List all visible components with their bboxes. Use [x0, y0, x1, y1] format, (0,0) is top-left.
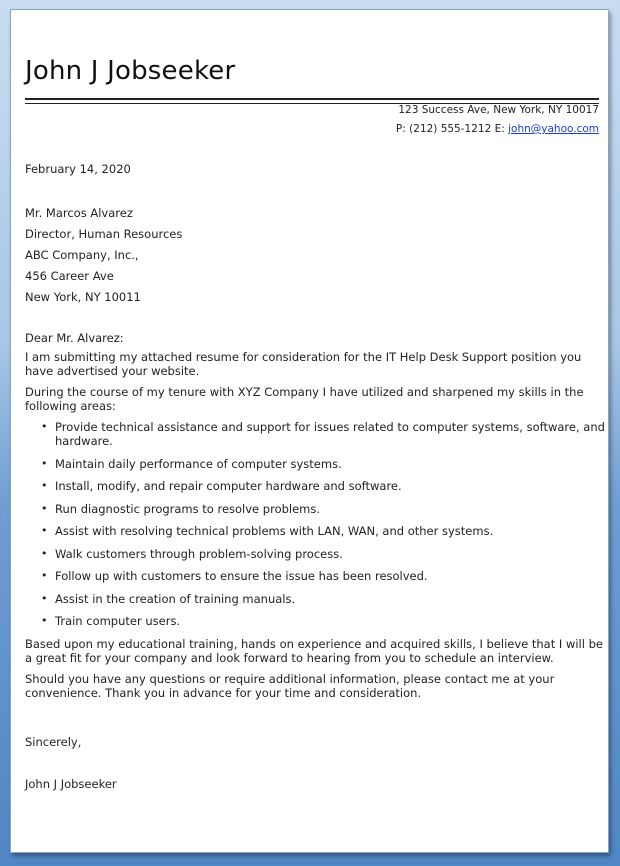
list-item	[25, 569, 605, 583]
recipient-street: 456 Career Ave	[25, 269, 114, 283]
list-item-text: Install, modify, and repair computer hardware and software.	[55, 479, 402, 493]
bullet-icon: •	[41, 569, 48, 582]
list-item	[25, 614, 605, 628]
paragraph-intro: I am submitting my attached resume for consideration for the IT Help Desk Support position you have advertised your website.	[25, 350, 582, 378]
list-item-text: Assist in the creation of training manuals.	[55, 591, 296, 606]
list-item-text: Run diagnostic programs to resolve problems.	[55, 501, 321, 516]
bullet-icon: •	[41, 479, 48, 492]
list-item	[25, 547, 605, 561]
bullet-icon: •	[41, 501, 48, 515]
bullet-icon: •	[41, 591, 48, 605]
sender-email-link[interactable]: john@yahoo.com	[508, 123, 599, 135]
bullet-icon: •	[41, 546, 48, 560]
greeting: Dear Mr. Alvarez:	[25, 331, 124, 345]
list-item-text: Follow up with customers to ensure the issue has been resolved.	[55, 569, 428, 583]
list-item	[25, 420, 605, 448]
letter-page	[10, 9, 609, 853]
recipient-name: Mr. Marcos Alvarez	[25, 206, 133, 220]
list-item-text: Provide technical assistance and support for issues related to computer systems, software, and hardware.	[55, 420, 605, 448]
paragraph-skills-intro: During the course of my tenure with XYZ Company I have utilized and sharpened my skills in the following areas:	[25, 385, 584, 413]
bullet-icon: •	[41, 456, 48, 470]
sender-name: John J Jobseeker	[25, 56, 236, 86]
sender-address: 123 Success Ave, New York, NY 10017	[398, 104, 599, 116]
paragraph-contact: Should you have any questions or require additional information, please contact me at your convenience. Thank you in advance for your time and consideration.	[25, 671, 555, 700]
list-item	[25, 592, 605, 606]
closing: Sincerely,	[25, 735, 82, 749]
list-item-text: Maintain daily performance of computer systems.	[55, 456, 342, 471]
list-item-text: Walk customers through problem-solving process.	[55, 546, 343, 561]
list-item-text: Train computer users.	[55, 614, 181, 628]
recipient-company: ABC Company, Inc.,	[25, 248, 139, 262]
skills-list	[25, 420, 605, 628]
bullet-icon: •	[41, 420, 48, 433]
list-item	[25, 502, 605, 516]
signature-name: John J Jobseeker	[25, 777, 117, 791]
bullet-icon: •	[41, 524, 48, 537]
letter-body	[25, 350, 605, 707]
list-item-text: Assist with resolving technical problems with LAN, WAN, and other systems.	[55, 524, 494, 538]
sender-phone-email	[396, 120, 599, 139]
recipient-title: Director, Human Resources	[25, 227, 183, 241]
list-item	[25, 524, 605, 538]
recipient-city: New York, NY 10011	[25, 290, 141, 304]
header-rule-thick	[25, 98, 599, 100]
list-item	[25, 479, 605, 493]
list-item	[25, 457, 605, 471]
letter-date: February 14, 2020	[25, 162, 131, 176]
bullet-icon: •	[41, 614, 48, 627]
sender-phone: P: (212) 555-1212 E:	[395, 123, 509, 135]
recipient-block	[25, 203, 605, 308]
sender-contact	[396, 101, 599, 139]
paragraph-fit: Based upon my educational training, hands on experience and acquired skills, I believe that I will be a great fit for your company and look forward to hearing from you to schedule an interview.	[25, 636, 603, 665]
